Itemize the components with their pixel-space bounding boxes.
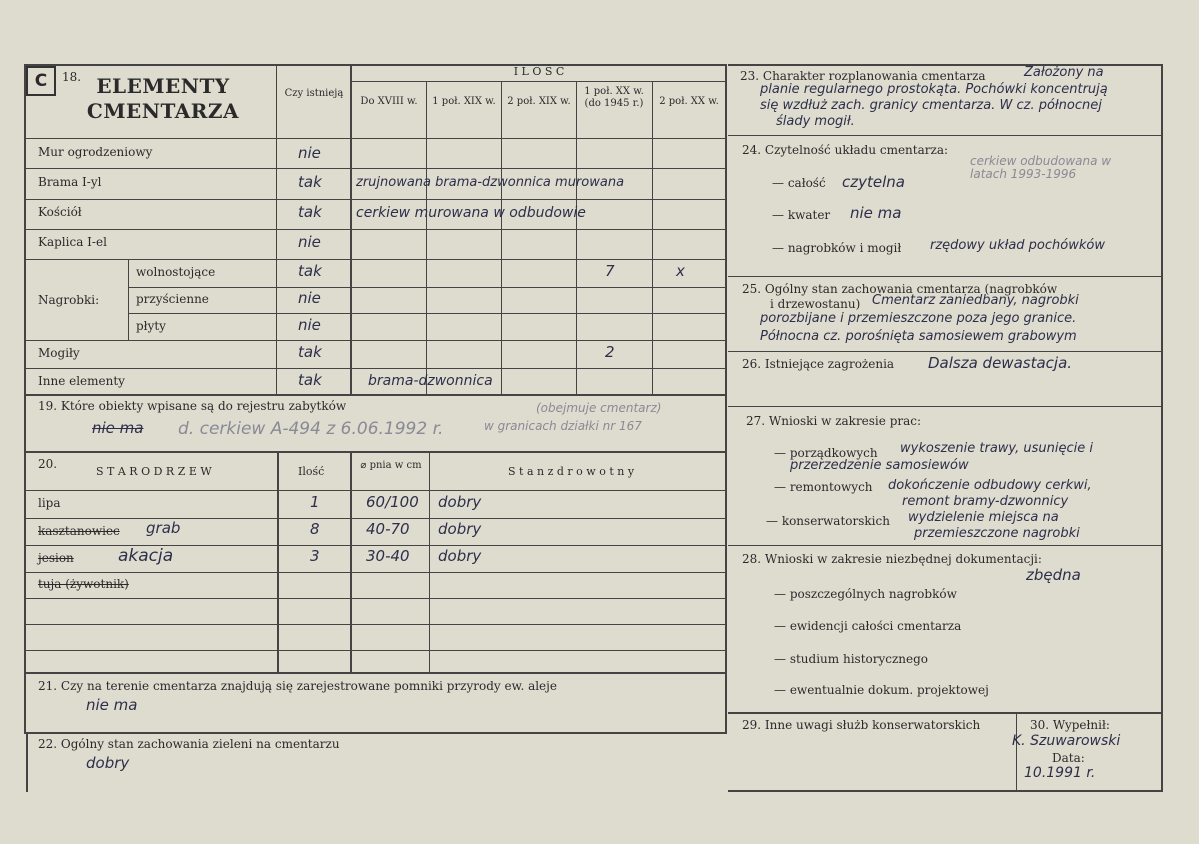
s30-label: 30. Wypełnił: bbox=[1030, 718, 1110, 732]
s28-item: — ewidencji całości cmentarza bbox=[774, 619, 962, 633]
s25-text: porozbijane i przemieszczone poza jego granice. bbox=[760, 311, 1077, 326]
row-label: Kaplica I-el bbox=[38, 235, 107, 249]
s20-title: S T A R O D R Z E W bbox=[96, 465, 212, 478]
row-label: Mur ogrodzeniowy bbox=[38, 145, 153, 159]
s24-item-label: — nagrobków i mogił bbox=[772, 241, 902, 255]
row-exists: nie bbox=[298, 233, 321, 251]
s19-note: (obejmuje cmentarz) bbox=[536, 401, 662, 415]
col-header-period: 1 poł. XIX w. bbox=[432, 96, 496, 107]
row-exists: nie bbox=[298, 144, 321, 162]
row-exists: tak bbox=[298, 371, 322, 389]
s24-label: 24. Czytelność układu cmentarza: bbox=[742, 143, 949, 157]
s20-num: 20. bbox=[38, 457, 58, 471]
tree-name-hw: grab bbox=[146, 519, 181, 537]
s20-col-state: S t a n z d r o w o t n y bbox=[508, 465, 635, 478]
tree-state: dobry bbox=[438, 547, 482, 565]
s23-text: planie regularnego prostokąta. Pochówki koncentrują bbox=[760, 82, 1108, 97]
row-exists: nie bbox=[298, 316, 321, 334]
s24-calosc: czytelna bbox=[842, 173, 905, 191]
s28-item: — ewentualnie dokum. projektowej bbox=[774, 683, 989, 697]
s27-item-label: — konserwatorskich bbox=[766, 514, 890, 528]
tree-qty: 3 bbox=[310, 547, 320, 565]
s21-answer: nie ma bbox=[86, 696, 138, 714]
tree-size: 60/100 bbox=[366, 493, 419, 511]
s22-label: 22. Ogólny stan zachowania zieleni na cmentarzu bbox=[38, 737, 340, 751]
row-label: Brama I-yl bbox=[38, 175, 102, 189]
frame-line bbox=[1161, 64, 1163, 792]
s25-label: 25. Ogólny stan zachowania cmentarza (nagrobków bbox=[742, 282, 1058, 296]
row-exists: tak bbox=[298, 203, 322, 221]
s25-text: Cmentarz zaniedbany, nagrobki bbox=[872, 293, 1079, 308]
s19-struck: nie ma bbox=[92, 419, 144, 437]
s28-item: — poszczególnych nagrobków bbox=[774, 587, 957, 601]
col-header-period: 1 poł. XX w. (do 1945 r.) bbox=[584, 86, 644, 109]
s27-text: wykoszenie trawy, usunięcie i bbox=[900, 441, 1093, 456]
row-note: cerkiew murowana w odbudowie bbox=[356, 205, 586, 221]
tree-qty: 8 bbox=[310, 520, 320, 538]
s24-kwater: nie ma bbox=[850, 204, 902, 222]
row-label: przyścienne bbox=[136, 292, 209, 306]
s27-label: 27. Wnioski w zakresie prac: bbox=[746, 414, 922, 428]
row-qty: x bbox=[676, 262, 685, 280]
col-header-quantity: I L O Ś C bbox=[513, 65, 565, 78]
s27-item-label: — porządkowych bbox=[774, 446, 878, 460]
s30-date: 10.1991 r. bbox=[1024, 765, 1096, 781]
row-note: zrujnowana brama-dzwonnica murowana bbox=[356, 175, 625, 190]
nagrobki-label: Nagrobki: bbox=[38, 293, 100, 307]
row-qty: 7 bbox=[605, 262, 615, 280]
row-exists: tak bbox=[298, 343, 322, 361]
s22-answer: dobry bbox=[86, 754, 130, 772]
s20-col-size: ⌀ pnia w cm bbox=[360, 460, 422, 471]
row-qty: 2 bbox=[605, 343, 615, 361]
section-title bbox=[74, 74, 252, 124]
s28-answer: zbędna bbox=[1026, 566, 1081, 584]
s27-text: dokończenie odbudowy cerkwi, bbox=[888, 478, 1092, 493]
s20-col-qty: Ilość bbox=[298, 465, 325, 478]
title-line: CMENTARZA bbox=[86, 99, 240, 123]
s26-label: 26. Istniejące zagrożenia bbox=[742, 357, 895, 371]
s21-label: 21. Czy na terenie cmentarza znajdują się zarejestrowane pomniki przyrody ew. aleje bbox=[38, 679, 557, 693]
row-label: Mogiły bbox=[38, 346, 80, 360]
s25-label: i drzewostanu) bbox=[770, 297, 861, 311]
s30-data-label: Data: bbox=[1052, 751, 1085, 765]
s19-label: 19. Które obiekty wpisane są do rejestru zabytków bbox=[38, 399, 347, 413]
frame-line bbox=[728, 790, 1163, 792]
s25-text: Północna cz. porośnięta samosiewem grabowym bbox=[760, 329, 1077, 344]
s27-text: przemieszczone nagrobki bbox=[914, 526, 1080, 541]
s28-label: 28. Wnioski w zakresie niezbędnej dokumentacji: bbox=[742, 552, 1042, 566]
s23-text: ślady mogił. bbox=[776, 114, 855, 129]
col-header-period: Do XVIII w. bbox=[360, 96, 418, 107]
s24-note: cerkiew odbudowana w latach 1993-1996 bbox=[970, 154, 1112, 182]
s19-answer2: w granicach działki nr 167 bbox=[484, 419, 642, 433]
tree-qty: 1 bbox=[310, 493, 320, 511]
tree-size: 40-70 bbox=[366, 520, 410, 538]
tree-state: dobry bbox=[438, 520, 482, 538]
col-header-period: 2 poł. XIX w. bbox=[507, 96, 571, 107]
row-note: brama-dzwonnica bbox=[368, 373, 493, 389]
s24-item-label: — całość bbox=[772, 176, 826, 190]
s27-text: przerzedzenie samosiewów bbox=[790, 458, 969, 473]
s27-text: wydzielenie miejsca na bbox=[908, 510, 1059, 525]
frame-line bbox=[725, 64, 727, 734]
row-label: wolnostojące bbox=[136, 265, 216, 279]
row-exists: tak bbox=[298, 173, 322, 191]
s23-label: 23. Charakter rozplanowania cmentarza bbox=[740, 69, 986, 83]
s28-item: — studium historycznego bbox=[774, 652, 929, 666]
frame-line bbox=[24, 64, 26, 734]
tree-name: lipa bbox=[38, 496, 61, 510]
s30-name: K. Szuwarowski bbox=[1012, 733, 1121, 749]
s24-nagr: rzędowy układ pochówków bbox=[930, 238, 1105, 253]
tree-state: dobry bbox=[438, 493, 482, 511]
row-label: płyty bbox=[136, 319, 166, 333]
row-exists: tak bbox=[298, 262, 322, 280]
tree-name: tuja (żywotnik) bbox=[38, 577, 129, 591]
col-header-period: 2 poł. XX w. bbox=[659, 96, 719, 107]
col-header-exists: Czy istnieją bbox=[284, 88, 344, 99]
s27-item-label: — remontowych bbox=[774, 480, 873, 494]
s26-answer: Dalsza dewastacja. bbox=[928, 354, 1073, 372]
tree-name: kasztanowiec bbox=[38, 524, 120, 538]
tree-name: jesion bbox=[38, 551, 74, 565]
s19-answer: d. cerkiew A-494 z 6.06.1992 r. bbox=[178, 419, 444, 439]
s29-label: 29. Inne uwagi służb konserwatorskich bbox=[742, 718, 981, 732]
row-exists: nie bbox=[298, 289, 321, 307]
section-number: 18. bbox=[62, 70, 82, 84]
card-letter-box: C bbox=[26, 66, 56, 96]
row-label: Inne elementy bbox=[38, 374, 125, 388]
s27-text: remont bramy-dzwonnicy bbox=[902, 494, 1069, 509]
title-line: ELEMENTY bbox=[96, 74, 230, 98]
s24-item-label: — kwater bbox=[772, 208, 831, 222]
tree-name-hw: akacja bbox=[118, 546, 174, 566]
s23-text: się wzdłuż zach. granicy cmentarza. W cz. północnej bbox=[760, 98, 1102, 113]
s23-text: Założony na bbox=[1024, 65, 1104, 80]
row-label: Kościół bbox=[38, 205, 82, 219]
tree-size: 30-40 bbox=[366, 547, 410, 565]
